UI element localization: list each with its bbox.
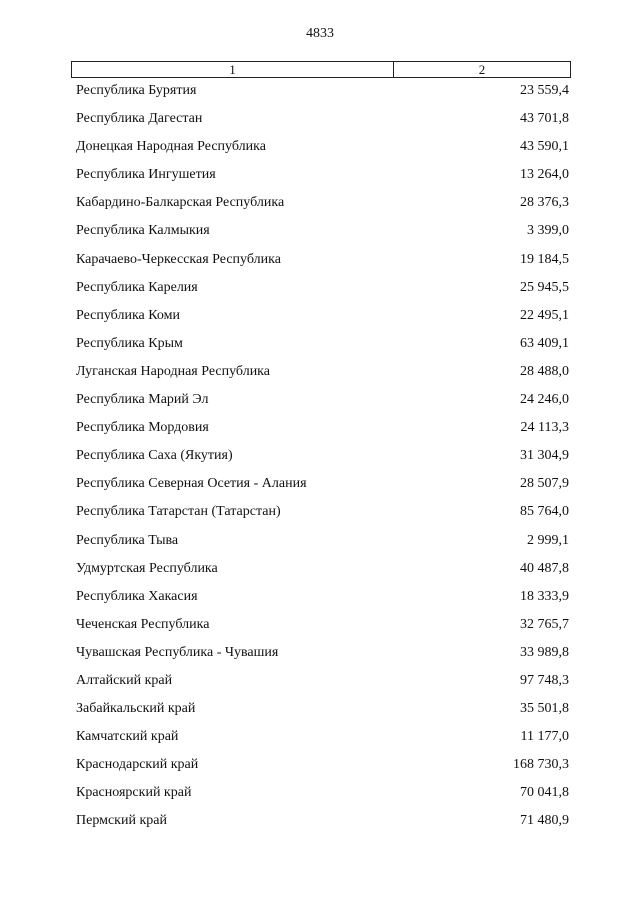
region-value: 18 333,9 — [520, 588, 569, 604]
region-value: 24 246,0 — [520, 392, 569, 408]
region-name: Луганская Народная Республика — [76, 363, 270, 379]
region-name: Чеченская Республика — [76, 616, 210, 632]
table-row — [0, 364, 640, 392]
region-value: 31 304,9 — [520, 448, 569, 464]
table-row — [0, 139, 640, 167]
region-value: 28 507,9 — [520, 476, 569, 492]
table-header — [71, 61, 571, 78]
region-value: 22 495,1 — [520, 307, 569, 323]
region-name: Карачаево-Черкесская Республика — [76, 251, 281, 267]
region-value: 35 501,8 — [520, 701, 569, 717]
table-row — [0, 533, 640, 561]
region-name: Республика Мордовия — [76, 420, 209, 436]
region-name: Донецкая Народная Республика — [76, 139, 266, 155]
region-name: Пермский край — [76, 813, 167, 829]
region-value: 11 177,0 — [520, 729, 569, 745]
table-row — [0, 280, 640, 308]
region-value: 40 487,8 — [520, 560, 569, 576]
region-name: Забайкальский край — [76, 701, 196, 717]
table-row — [0, 167, 640, 195]
table-row — [0, 336, 640, 364]
table-row — [0, 392, 640, 420]
region-value: 13 264,0 — [520, 167, 569, 183]
region-value: 32 765,7 — [520, 616, 569, 632]
region-value: 85 764,0 — [520, 504, 569, 520]
column-2-header: 2 — [478, 62, 486, 77]
region-value: 71 480,9 — [520, 813, 569, 829]
region-value: 33 989,8 — [520, 644, 569, 660]
table-row — [0, 476, 640, 504]
region-name: Республика Марий Эл — [76, 392, 209, 408]
table-row — [0, 589, 640, 617]
table-row — [0, 729, 640, 757]
region-value: 3 399,0 — [527, 223, 569, 239]
table-row — [0, 673, 640, 701]
table-row — [0, 504, 640, 532]
table-row — [0, 448, 640, 476]
table-row — [0, 83, 640, 111]
table-row — [0, 252, 640, 280]
region-name: Республика Карелия — [76, 279, 198, 295]
table-row — [0, 308, 640, 336]
region-name: Чувашская Республика - Чувашия — [76, 644, 279, 660]
region-name: Краснодарский край — [76, 757, 199, 773]
table-row — [0, 813, 640, 841]
region-value: 28 376,3 — [520, 195, 569, 211]
region-name: Республика Коми — [76, 307, 180, 323]
region-name: Республика Северная Осетия - Алания — [76, 476, 307, 492]
region-value: 23 559,4 — [520, 83, 569, 98]
region-name: Алтайский край — [76, 672, 173, 688]
region-value: 97 748,3 — [520, 672, 569, 688]
region-name: Республика Хакасия — [76, 588, 198, 604]
region-value: 70 041,8 — [520, 785, 569, 801]
region-value: 24 113,3 — [520, 420, 569, 436]
table-row — [0, 617, 640, 645]
region-value: 43 590,1 — [520, 139, 569, 155]
table-row — [0, 785, 640, 813]
region-name: Республика Тыва — [76, 532, 179, 548]
table-body — [0, 83, 640, 842]
table-row — [0, 701, 640, 729]
region-name: Республика Крым — [76, 335, 183, 351]
region-value: 25 945,5 — [520, 279, 569, 295]
region-name: Удмуртская Республика — [76, 560, 218, 576]
region-value: 43 701,8 — [520, 111, 569, 127]
region-name: Республика Ингушетия — [76, 167, 216, 183]
table-row — [0, 223, 640, 251]
table-row — [0, 111, 640, 139]
column-1-header: 1 — [72, 62, 394, 77]
region-name: Республика Калмыкия — [76, 223, 210, 239]
region-name: Республика Татарстан (Татарстан) — [76, 504, 281, 520]
table-row — [0, 757, 640, 785]
region-name: Республика Бурятия — [76, 83, 197, 98]
region-name: Республика Саха (Якутия) — [76, 448, 233, 464]
region-value: 168 730,3 — [513, 757, 569, 773]
region-name: Кабардино-Балкарская Республика — [76, 195, 285, 211]
table-row — [0, 645, 640, 673]
page-number: 4833 — [306, 26, 334, 41]
table-row — [0, 561, 640, 589]
table-row — [0, 195, 640, 223]
region-value: 63 409,1 — [520, 335, 569, 351]
region-value: 28 488,0 — [520, 363, 569, 379]
region-name: Красноярский край — [76, 785, 192, 801]
region-name: Республика Дагестан — [76, 111, 203, 127]
region-value: 2 999,1 — [527, 532, 569, 548]
region-name: Камчатский край — [76, 729, 179, 745]
table-row — [0, 420, 640, 448]
region-value: 19 184,5 — [520, 251, 569, 267]
